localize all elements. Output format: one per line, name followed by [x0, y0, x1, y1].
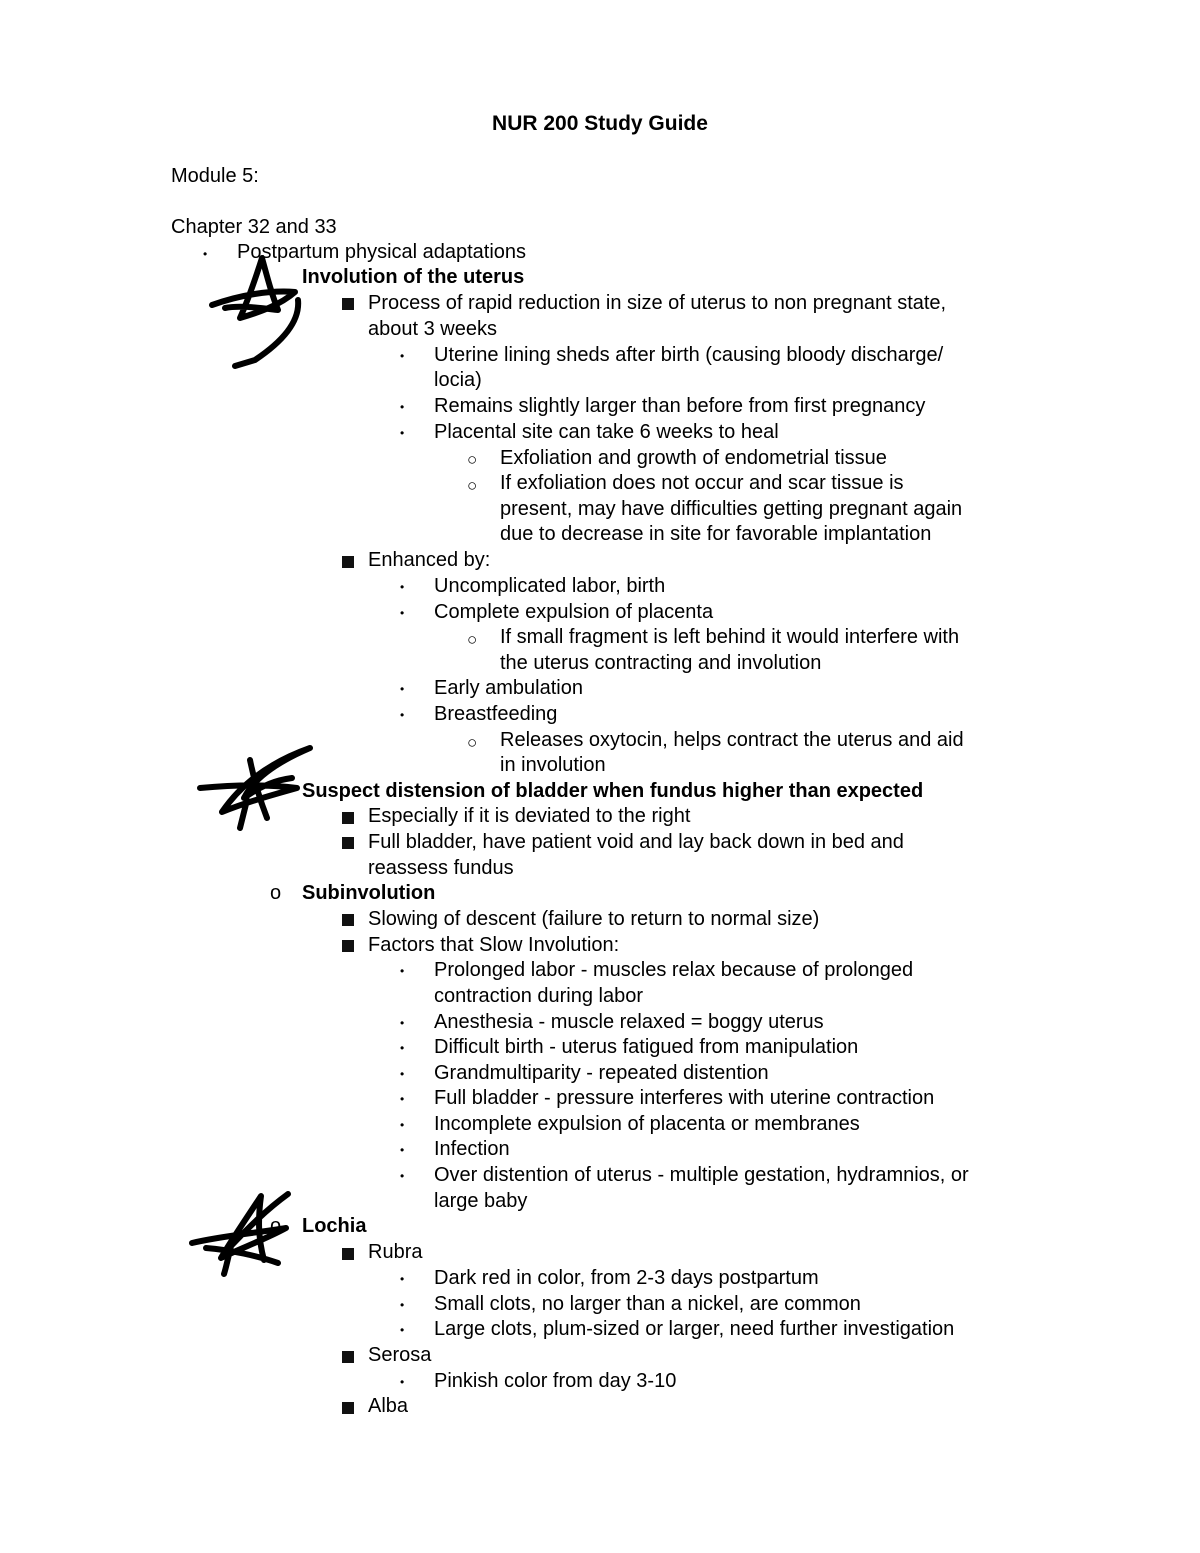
list-item-oxytocin-line2: in involution [500, 754, 606, 776]
circle-bullet: ○ [467, 630, 478, 649]
list-item-uncomplicated: Uncomplicated labor, birth [434, 575, 666, 597]
list-item-anesthesia: Anesthesia - muscle relaxed = boggy uterus [434, 1011, 824, 1033]
list-item-postpartum: Postpartum physical adaptations [237, 241, 527, 263]
list-item-grandmultiparity: Grandmultiparity - repeated distention [434, 1062, 769, 1084]
list-item-over-distention-line1: Over distention of uterus - multiple gestation, hydramnios, or [434, 1164, 969, 1186]
list-item-oxytocin-line1: Releases oxytocin, helps contract the uterus and aid [500, 729, 964, 751]
list-item-small-fragment-line1: If small fragment is left behind it would interfere with [500, 626, 960, 648]
heading-bladder-distension: Suspect distension of bladder when fundus higher than expected [302, 780, 924, 802]
list-item-infection: Infection [434, 1138, 510, 1160]
bullet-marker: • [400, 1375, 405, 1389]
level2-marker: o [270, 882, 282, 904]
module-label: Module 5: [171, 165, 259, 187]
list-item-exfoliation: Exfoliation and growth of endometrial tissue [500, 447, 887, 469]
square-bullet [342, 1351, 354, 1363]
bullet-marker: • [400, 1143, 405, 1157]
list-item-if-exfoliation-line1: If exfoliation does not occur and scar tissue is [500, 472, 904, 494]
bullet-marker: • [400, 1169, 405, 1183]
bullet-marker: • [400, 1067, 405, 1081]
bullet-marker: • [400, 964, 405, 978]
bullet-marker: • [400, 708, 405, 722]
chapter-label: Chapter 32 and 33 [171, 216, 337, 238]
bullet-marker: • [400, 400, 405, 414]
list-item-if-exfoliation-line2: present, may have difficulties getting pregnant again [500, 498, 963, 520]
bullet-marker: • [400, 1016, 405, 1030]
square-bullet [342, 1402, 354, 1414]
circle-bullet: ○ [467, 733, 478, 752]
page-title: NUR 200 Study Guide [492, 112, 708, 135]
bullet-marker: • [400, 682, 405, 696]
heading-lochia: Lochia [302, 1215, 367, 1237]
list-item-slowing: Slowing of descent (failure to return to normal size) [368, 908, 820, 930]
list-item-serosa: Serosa [368, 1344, 432, 1366]
square-bullet [342, 556, 354, 568]
list-item-difficult-birth: Difficult birth - uterus fatigued from manipulation [434, 1036, 859, 1058]
square-bullet [342, 812, 354, 824]
circle-bullet: ○ [467, 476, 478, 495]
heading-involution: Involution of the uterus [302, 266, 525, 288]
list-item-especially: Especially if it is deviated to the right [368, 805, 691, 827]
bullet-marker: • [400, 349, 405, 363]
list-item-small-fragment-line2: the uterus contracting and involution [500, 652, 822, 674]
list-item-lining-line1: Uterine lining sheds after birth (causing bloody discharge/ [434, 344, 944, 366]
level2-marker: o [270, 1215, 282, 1237]
bullet-marker: • [400, 1323, 405, 1337]
list-item-lining-line2: locia) [434, 369, 482, 391]
square-bullet [342, 1248, 354, 1260]
bullet-marker: • [400, 580, 405, 594]
star-doodle-icon [192, 740, 317, 835]
list-item-full-bladder-line2: reassess fundus [368, 857, 514, 879]
list-item-pinkish: Pinkish color from day 3-10 [434, 1370, 677, 1392]
bullet-marker: • [203, 247, 208, 261]
list-item-early-ambulation: Early ambulation [434, 677, 583, 699]
list-item-over-distention-line2: large baby [434, 1190, 528, 1212]
list-item-dark-red: Dark red in color, from 2-3 days postpartum [434, 1267, 819, 1289]
list-item-factors: Factors that Slow Involution: [368, 934, 620, 956]
list-item-full-bladder-line1: Full bladder, have patient void and lay back down in bed and [368, 831, 904, 853]
list-item-large-clots: Large clots, plum-sized or larger, need further investigation [434, 1318, 955, 1340]
star-doodle-icon [186, 1188, 301, 1278]
circle-bullet: ○ [467, 450, 478, 469]
bullet-marker: • [400, 606, 405, 620]
bullet-marker: • [400, 1041, 405, 1055]
list-item-incomplete-expulsion: Incomplete expulsion of placenta or membranes [434, 1113, 860, 1135]
list-item-process-line2: about 3 weeks [368, 318, 497, 340]
list-item-breastfeeding: Breastfeeding [434, 703, 558, 725]
bullet-marker: • [400, 426, 405, 440]
bullet-marker: • [400, 1272, 405, 1286]
bullet-marker: • [400, 1092, 405, 1106]
bullet-marker: • [400, 1298, 405, 1312]
list-item-placental-site: Placental site can take 6 weeks to heal [434, 421, 779, 443]
list-item-process-line1: Process of rapid reduction in size of uterus to non pregnant state, [368, 292, 947, 314]
list-item-full-bladder-factor: Full bladder - pressure interferes with uterine contraction [434, 1087, 935, 1109]
square-bullet [342, 837, 354, 849]
list-item-prolonged-line2: contraction during labor [434, 985, 644, 1007]
square-bullet [342, 914, 354, 926]
list-item-remains: Remains slightly larger than before from first pregnancy [434, 395, 926, 417]
list-item-complete-expulsion: Complete expulsion of placenta [434, 601, 714, 623]
heading-subinvolution: Subinvolution [302, 882, 436, 904]
list-item-alba: Alba [368, 1395, 409, 1417]
square-bullet [342, 940, 354, 952]
square-bullet [342, 298, 354, 310]
bullet-marker: • [400, 1118, 405, 1132]
list-item-if-exfoliation-line3: due to decrease in site for favorable implantation [500, 523, 932, 545]
list-item-enhanced-by: Enhanced by: [368, 549, 491, 571]
list-item-rubra: Rubra [368, 1241, 423, 1263]
list-item-prolonged-line1: Prolonged labor - muscles relax because of prolonged [434, 959, 914, 981]
list-item-small-clots: Small clots, no larger than a nickel, are common [434, 1293, 861, 1315]
